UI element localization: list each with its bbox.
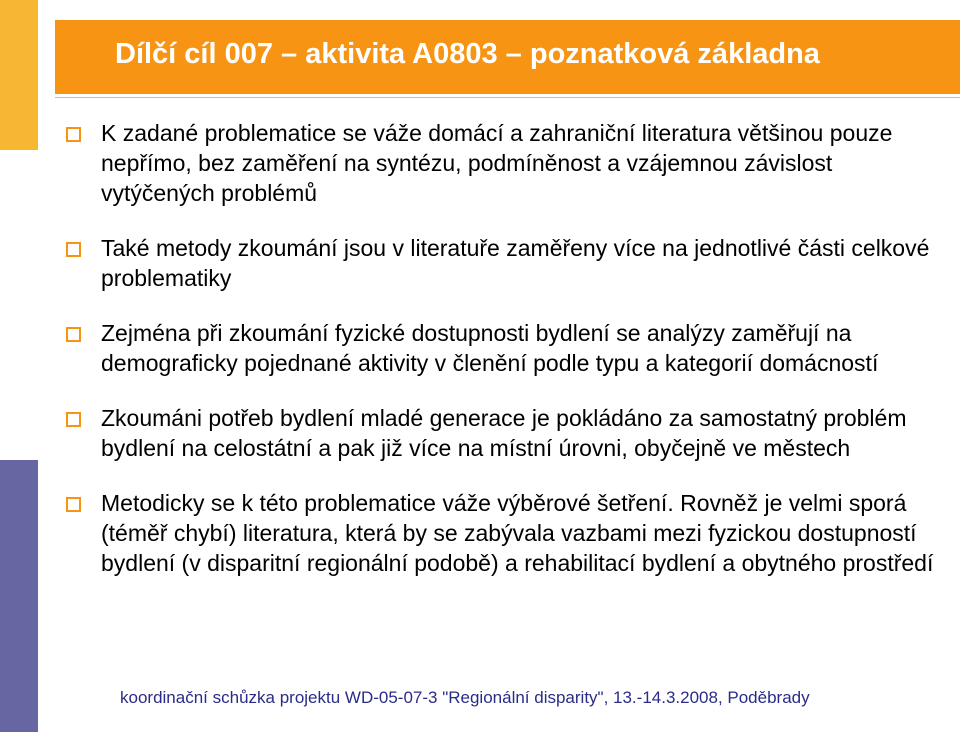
bullet-list <box>64 118 944 603</box>
sidebar-accent-top <box>0 0 38 150</box>
list-item <box>64 233 944 293</box>
slide-title: Dílčí cíl 007 – aktivita A0803 – poznatková základna <box>115 38 820 70</box>
list-item <box>64 118 944 208</box>
slide-footer: koordinační schůzka projektu WD-05-07-3 "Regionální disparity", 13.-14.3.2008, Poděbrady <box>120 688 810 707</box>
sidebar-spacer <box>0 150 38 450</box>
list-item-text: Metodicky se k této problematice váže výběrové šetření. Rovněž je velmi sporá (téměř chybí) literatura, která by se zabývala vazbami mezi fyzickou dostupností bydlení (v disparitní regionální podobě) a rehabilitací bydlení a obytného prostředí <box>101 490 934 576</box>
square-bullet-icon <box>66 242 81 257</box>
list-item <box>64 488 944 578</box>
list-item-text: Zkoumáni potřeb bydlení mladé generace je pokládáno za samostatný problém bydlení na celostátní a pak již více na místní úrovni, obyčejně ve městech <box>101 405 907 461</box>
list-item-text: Zejména při zkoumání fyzické dostupnosti bydlení se analýzy zaměřují na demograficky pojednané aktivity v členění podle typu a kategorií domácností <box>101 320 879 376</box>
square-bullet-icon <box>66 497 81 512</box>
list-item-text: K zadané problematice se váže domácí a zahraniční literatura většinou pouze nepřímo, bez zaměření na syntézu, podmíněnost a vzájemnou závislost vytýčených problémů <box>101 120 893 206</box>
square-bullet-icon <box>66 127 81 142</box>
list-item <box>64 403 944 463</box>
square-bullet-icon <box>66 412 81 427</box>
square-bullet-icon <box>66 327 81 342</box>
list-item <box>64 318 944 378</box>
sidebar-accent-bottom <box>0 460 38 732</box>
list-item-text: Také metody zkoumání jsou v literatuře zaměřeny více na jednotlivé části celkové problematiky <box>101 235 930 291</box>
title-divider <box>55 97 960 98</box>
